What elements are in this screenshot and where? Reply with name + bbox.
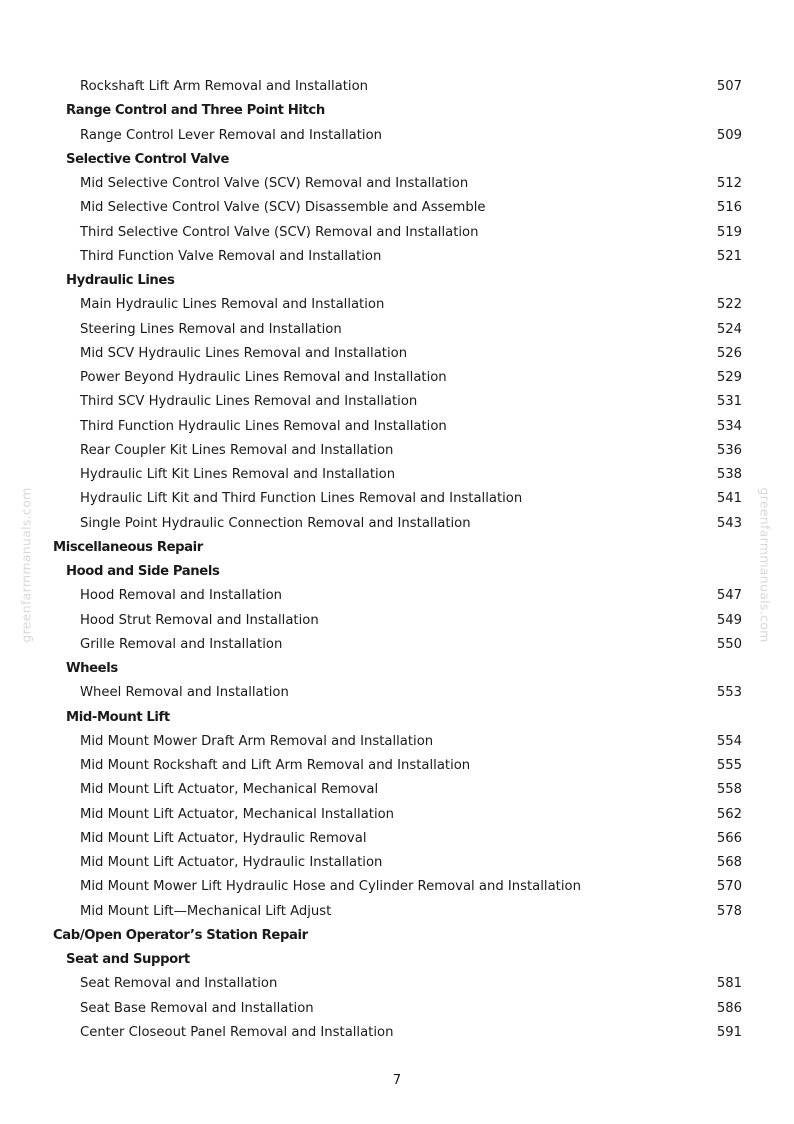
toc-entry-title: Grille Removal and Installation <box>80 636 283 652</box>
toc-entry-page-number: 566 <box>716 830 742 846</box>
toc-entry-page-number: 586 <box>716 1000 742 1016</box>
toc-entry-title: Third Selective Control Valve (SCV) Removal and Installation <box>80 224 479 240</box>
toc-entry-page-number: 543 <box>716 515 742 531</box>
toc-entry-page-number: 526 <box>716 345 742 361</box>
toc-section-heading <box>0 948 794 972</box>
toc-entry[interactable] <box>0 609 794 633</box>
toc-entry-title: Range Control and Three Point Hitch <box>66 103 325 119</box>
toc-entry-page-number: 524 <box>716 321 742 337</box>
toc-entry[interactable] <box>0 124 794 148</box>
toc-entry[interactable] <box>0 512 794 536</box>
toc-entry-title: Wheel Removal and Installation <box>80 685 289 701</box>
toc-entry-title: Mid Mount Lift Actuator, Mechanical Removal <box>80 782 379 798</box>
toc-entry[interactable] <box>0 172 794 196</box>
toc-entry[interactable] <box>0 997 794 1021</box>
toc-entry-title: Mid Mount Lift Actuator, Hydraulic Removal <box>80 830 367 846</box>
toc-entry[interactable] <box>0 366 794 390</box>
toc-entry[interactable] <box>0 75 794 99</box>
toc-entry-page-number: 516 <box>716 200 742 216</box>
toc-entry-page-number: 591 <box>716 1024 742 1040</box>
toc-section-heading <box>0 706 794 730</box>
toc-entry-title: Third Function Valve Removal and Installation <box>80 248 382 264</box>
toc-section-heading <box>0 536 794 560</box>
toc-entry[interactable] <box>0 900 794 924</box>
toc-entry[interactable] <box>0 633 794 657</box>
watermark-right: greenfarmmanuals.com <box>757 487 773 643</box>
toc-entry[interactable] <box>0 754 794 778</box>
toc-entry-title: Steering Lines Removal and Installation <box>80 321 342 337</box>
toc-entry-title: Range Control Lever Removal and Installation <box>80 127 382 143</box>
toc-entry-title: Hood Removal and Installation <box>80 588 282 604</box>
toc-entry[interactable] <box>0 245 794 269</box>
toc-section-heading <box>0 269 794 293</box>
toc-entry[interactable] <box>0 487 794 511</box>
toc-entry-title: Mid Selective Control Valve (SCV) Disassemble and Assemble <box>80 200 486 216</box>
toc-entry-page-number: 507 <box>716 79 742 94</box>
toc-entry-page-number: 534 <box>716 418 742 434</box>
toc-entry-title: Selective Control Valve <box>66 151 230 167</box>
toc-section-heading <box>0 560 794 584</box>
toc-entry-title: Seat Base Removal and Installation <box>80 1000 314 1016</box>
toc-entry-page-number: 549 <box>716 612 742 628</box>
toc-entry-page-number: 531 <box>716 394 742 410</box>
toc-entry-title: Power Beyond Hydraulic Lines Removal and Installation <box>80 370 447 385</box>
toc-entry-title: Mid SCV Hydraulic Lines Removal and Installation <box>80 345 408 361</box>
toc-entry-title: Wheels <box>66 661 118 676</box>
toc-entry-title: Seat Removal and Installation <box>80 976 278 992</box>
toc-entry-title: Rockshaft Lift Arm Removal and Installation <box>80 79 369 94</box>
toc-entry-page-number: 512 <box>716 176 742 191</box>
toc-entry-page-number: 509 <box>716 127 742 143</box>
toc-entry-title: Single Point Hydraulic Connection Removal and Installation <box>80 515 471 531</box>
toc-entry-page-number: 550 <box>716 636 742 652</box>
toc-section-heading <box>0 99 794 123</box>
toc-entry-title: Hydraulic Lift Kit Lines Removal and Installation <box>80 467 396 482</box>
toc-section-heading <box>0 148 794 172</box>
toc-entry[interactable] <box>0 778 794 802</box>
toc-entry-page-number: 529 <box>716 370 742 385</box>
toc-entry-title: Seat and Support <box>66 952 190 967</box>
toc-entry[interactable] <box>0 972 794 996</box>
toc-entry-title: Cab/Open Operator’s Station Repair <box>53 927 308 943</box>
toc-entry-title: Mid-Mount Lift <box>66 709 170 725</box>
toc-entry-page-number: 562 <box>716 806 742 822</box>
toc-entry[interactable] <box>0 342 794 366</box>
toc-entry-title: Mid Selective Control Valve (SCV) Removal and Installation <box>80 176 469 191</box>
toc-entry-title: Hydraulic Lift Kit and Third Function Lines Removal and Installation <box>80 491 523 507</box>
toc-entry-page-number: 578 <box>716 903 742 919</box>
toc-entry-title: Mid Mount Lift Actuator, Mechanical Installation <box>80 806 395 822</box>
toc-entry-page-number: 568 <box>716 855 742 870</box>
toc-entry-title: Mid Mount Lift Actuator, Hydraulic Installation <box>80 855 383 870</box>
toc-entry-page-number: 536 <box>716 442 742 458</box>
toc-entry[interactable] <box>0 730 794 754</box>
toc-entry-title: Main Hydraulic Lines Removal and Installation <box>80 297 385 313</box>
toc-entry-title: Rear Coupler Kit Lines Removal and Installation <box>80 442 394 458</box>
toc-entry[interactable] <box>0 851 794 875</box>
toc-entry-title: Mid Mount Mower Lift Hydraulic Hose and Cylinder Removal and Installation <box>80 879 581 895</box>
toc-entry-title: Third Function Hydraulic Lines Removal and Installation <box>80 418 447 434</box>
toc-section-heading <box>0 924 794 948</box>
toc-entry[interactable] <box>0 390 794 414</box>
toc-entry-page-number: 558 <box>716 782 742 798</box>
toc-entry-page-number: 554 <box>716 733 742 749</box>
toc-entry[interactable] <box>0 415 794 439</box>
toc-entry-page-number: 521 <box>716 248 742 264</box>
toc-entry[interactable] <box>0 439 794 463</box>
toc-entry-page-number: 519 <box>716 224 742 240</box>
toc-entry-title: Third SCV Hydraulic Lines Removal and Installation <box>80 394 418 410</box>
toc-entry-page-number: 538 <box>716 467 742 482</box>
toc-entry[interactable] <box>0 875 794 899</box>
toc-entry-title: Mid Mount Rockshaft and Lift Arm Removal and Installation <box>80 758 471 773</box>
toc-section-heading <box>0 657 794 681</box>
toc-entry[interactable] <box>0 803 794 827</box>
toc-entry[interactable] <box>0 584 794 608</box>
toc-entry[interactable] <box>0 827 794 851</box>
toc-entry-title: Hydraulic Lines <box>66 273 175 288</box>
table-of-contents <box>0 75 794 1045</box>
toc-entry-page-number: 581 <box>716 976 742 992</box>
toc-entry[interactable] <box>0 318 794 342</box>
page-number: 7 <box>392 1073 402 1088</box>
toc-entry-title: Center Closeout Panel Removal and Installation <box>80 1024 394 1040</box>
toc-entry-page-number: 522 <box>716 297 742 313</box>
toc-entry[interactable] <box>0 293 794 317</box>
toc-entry[interactable] <box>0 681 794 705</box>
toc-entry-page-number: 555 <box>716 758 742 773</box>
toc-entry-title: Hood Strut Removal and Installation <box>80 612 319 628</box>
toc-entry-page-number: 541 <box>716 491 742 507</box>
toc-entry[interactable] <box>0 463 794 487</box>
toc-entry-title: Hood and Side Panels <box>66 564 220 579</box>
toc-entry[interactable] <box>0 221 794 245</box>
toc-entry-title: Miscellaneous Repair <box>53 539 203 555</box>
toc-entry[interactable] <box>0 196 794 220</box>
toc-entry-page-number: 547 <box>716 588 742 604</box>
toc-entry-page-number: 570 <box>716 879 742 895</box>
toc-entry-page-number: 553 <box>716 685 742 701</box>
toc-entry-title: Mid Mount Mower Draft Arm Removal and Installation <box>80 733 434 749</box>
toc-entry[interactable] <box>0 1021 794 1045</box>
watermark-left: greenfarmmanuals.com <box>18 487 34 643</box>
toc-entry-title: Mid Mount Lift—Mechanical Lift Adjust <box>80 903 332 919</box>
